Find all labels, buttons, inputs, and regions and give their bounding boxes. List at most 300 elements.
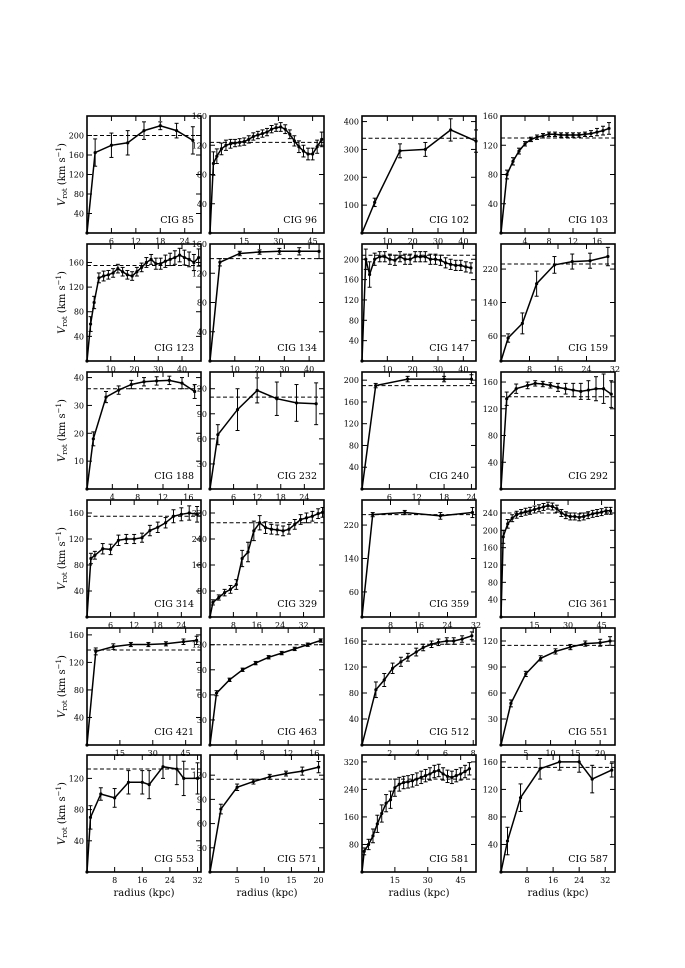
y-tick-label: 40 [196,327,207,337]
data-point [415,650,418,653]
data-point [305,516,308,519]
rotation-curve-panel [483,244,620,374]
data-point [506,522,509,525]
data-point [315,402,318,405]
x-tick-label: 16 [137,876,148,885]
data-point [131,274,134,277]
data-point [371,834,374,837]
x-tick-label: 8 [470,749,476,758]
data-point [279,125,282,128]
data-point [140,266,143,269]
data-point [609,509,612,512]
y-tick-label: 160 [343,637,359,646]
data-point [238,141,241,144]
y-tick-label: 80 [487,431,498,441]
y-tick-label: 160 [191,240,207,249]
y-tick-label: 40 [487,840,498,850]
data-point [538,767,541,770]
y-tick-label: 80 [73,307,84,317]
data-point [393,259,396,262]
x-tick-label: 15 [570,749,581,758]
y-tick-label: 120 [191,269,207,279]
data-point [155,379,158,382]
data-point [178,253,181,256]
data-point [161,765,164,768]
y-tick-label: 120 [191,640,207,650]
x-tick-label: 40 [458,365,469,374]
x-tick-label: 30 [432,365,444,374]
x-tick-label: 8 [526,365,533,374]
y-tick-label: 220 [343,521,359,531]
data-point [587,514,590,517]
x-tick-label: 4 [415,749,421,758]
data-point [454,264,457,267]
data-point [521,322,524,325]
x-tick-label: 10 [545,749,556,758]
data-point [470,634,473,637]
rotation-curve-panel [344,116,478,246]
data-point [560,511,563,514]
x-tick-label: 6 [386,493,392,502]
data-point [258,521,261,524]
data-point [373,258,376,261]
rotation-curve-panel [483,500,615,630]
x-tick-label: 15 [239,237,250,246]
data-point [403,258,406,261]
data-point [424,148,427,151]
x-tick-label: 8 [230,621,236,630]
data-point [175,129,178,132]
data-point [141,781,144,784]
data-point [125,537,128,540]
y-tick-label: 160 [68,258,84,268]
data-point [311,152,314,155]
x-tick-label: 16 [413,621,425,630]
y-tick-label: 120 [482,404,498,414]
data-point [406,377,409,380]
data-point [298,250,301,253]
rotation-curve-panel [344,500,481,630]
x-tick-label: 30 [147,749,158,758]
x-tick-label: 20 [254,365,265,374]
data-point [398,149,401,152]
data-point [460,637,463,640]
data-point [164,521,167,524]
data-point [224,144,227,147]
y-tick-label: 120 [343,295,359,305]
data-point [588,259,591,262]
y-tick-label: 140 [343,554,359,564]
galaxy-name: CIG 103 [568,215,608,226]
y-tick-label: 200 [343,173,359,183]
data-point [371,513,374,516]
data-point [554,650,557,653]
data-point [261,132,264,135]
y-tick-label: 120 [191,771,207,781]
data-point [594,387,597,390]
y-tick-label: 90 [196,409,207,419]
y-tick-label: 90 [487,663,498,672]
data-point [280,651,283,654]
galaxy-name: CIG 581 [429,854,469,865]
data-point [182,640,185,643]
data-point [583,133,586,136]
data-point [368,273,371,276]
data-point [391,667,394,670]
x-tick-label: 30 [562,621,574,630]
data-point [317,250,320,253]
galaxy-name: CIG 292 [568,471,608,482]
x-tick-label: 6 [108,621,114,630]
data-point [424,774,427,777]
data-point [564,514,567,517]
data-point [523,142,526,145]
x-tick-label: 12 [411,493,422,502]
y-tick-label: 60 [348,587,359,597]
data-point [258,250,261,253]
data-point [376,822,379,825]
data-point [180,382,183,385]
x-tick-label: 10 [382,365,393,374]
data-point [93,301,96,304]
data-point [388,258,391,261]
y-tick-label: 40 [487,199,498,209]
rotation-curve-panel [55,755,203,899]
data-point [317,512,320,515]
y-tick-label: 160 [482,543,498,553]
y-axis-label: $V_{rot}$ (km $s^{-1}$) [55,143,69,206]
data-point [276,528,279,531]
data-point [524,510,527,513]
x-tick-label: 45 [307,237,318,246]
data-point [116,267,119,270]
x-tick-label: 6 [108,237,114,246]
data-point [148,529,151,532]
data-point [254,662,257,665]
x-tick-label: 4 [109,493,115,502]
data-point [142,380,145,383]
data-point [463,770,466,773]
rotation-curve-panel [192,240,324,374]
y-tick-label: 30 [196,715,207,725]
data-point [107,273,110,276]
x-tick-label: 24 [275,621,286,630]
data-point [430,643,433,646]
data-point [442,377,445,380]
data-point [470,377,473,380]
y-tick-label: 120 [68,774,84,784]
galaxy-name: CIG 329 [277,599,317,610]
data-point [589,132,592,135]
data-point [197,256,200,259]
data-point [129,643,132,646]
data-point [565,133,568,136]
data-point [267,656,270,659]
data-point [363,850,366,853]
x-tick-label: 15 [114,749,125,758]
rotation-curve-panel [55,628,201,758]
data-point [535,282,538,285]
data-point [442,772,445,775]
x-tick-label: 24 [176,621,187,630]
data-point [556,386,559,389]
x-tick-label: 18 [152,621,163,630]
data-point [188,511,191,514]
y-tick-label: 120 [482,561,498,570]
y-tick-label: 30 [196,459,207,469]
galaxy-name: CIG 421 [154,727,194,738]
x-tick-label: 10 [259,876,270,885]
data-point [506,839,509,842]
x-tick-label: 16 [251,621,262,630]
data-point [535,136,538,139]
data-point [584,642,587,645]
data-point [507,336,510,339]
x-tick-label: 2 [387,749,393,758]
data-point [112,645,115,648]
data-point [564,387,567,390]
y-tick-label: 80 [348,689,359,698]
data-point [393,786,396,789]
y-tick-label: 160 [343,275,359,285]
data-point [374,384,377,387]
y-tick-label: 80 [487,170,498,180]
y-tick-label: 40 [487,458,498,468]
data-point [164,260,167,263]
data-point [541,382,544,385]
data-point [539,657,542,660]
galaxy-name: CIG 96 [283,215,317,226]
y-tick-label: 40 [196,199,207,209]
galaxy-name: CIG 571 [277,854,317,865]
data-point [595,130,598,133]
data-point [520,511,523,514]
data-point [519,796,522,799]
data-point [399,660,402,663]
y-tick-label: 90 [196,665,207,675]
x-tick-label: 12 [252,493,263,502]
data-point [112,271,115,274]
data-point [256,389,259,392]
data-point [389,798,392,801]
data-point [529,138,532,141]
data-point [558,760,561,763]
galaxy-name: CIG 123 [154,343,194,354]
data-point [373,201,376,204]
data-point [110,144,113,147]
rotation-curve-panel [55,116,201,246]
data-point [293,523,296,526]
data-point [505,397,508,400]
data-point [415,777,418,780]
x-tick-label: 30 [153,365,164,374]
data-point [511,160,514,163]
rotation-curve-panel [483,372,615,491]
x-tick-label: 12 [130,237,141,246]
data-point [528,509,531,512]
data-point [127,781,130,784]
y-tick-label: 120 [482,637,498,646]
x-tick-label: 24 [442,621,453,630]
y-axis-label: $V_{rot}$ (km $s^{-1}$) [55,527,69,590]
y-tick-label: 10 [73,457,84,467]
x-tick-label: 24 [299,493,310,502]
data-point [252,529,255,532]
data-point [551,505,554,508]
x-tick-label: 32 [600,876,611,885]
data-point [553,133,556,136]
y-tick-label: 240 [191,535,207,544]
data-point [147,643,150,646]
data-point [534,382,537,385]
galaxy-name: CIG 359 [429,599,469,610]
data-point [459,264,462,267]
x-tick-label: 32 [609,365,621,374]
y-tick-label: 40 [348,336,359,346]
data-point [126,141,129,144]
data-point [117,389,120,392]
x-tick-label: 16 [183,493,194,502]
data-point [172,515,175,518]
data-point [264,526,267,529]
data-point [275,126,278,129]
data-point [600,511,603,514]
x-tick-label: 45 [180,749,191,758]
data-point [437,769,440,772]
data-point [256,133,259,136]
data-point [265,130,268,133]
data-point [579,390,582,393]
y-tick-label: 120 [482,785,498,795]
y-tick-label: 320 [191,509,207,518]
x-tick-label: 10 [229,365,240,374]
data-point [169,258,172,261]
data-point [383,678,386,681]
y-tick-label: 160 [68,509,84,518]
data-point [216,433,219,436]
x-tick-label: 45 [455,876,466,885]
y-tick-label: 60 [487,689,498,698]
data-point [229,588,232,591]
data-point [464,265,467,268]
data-point [235,583,238,586]
y-tick-label: 200 [343,255,359,265]
x-axis-label: radius (kpc) [113,888,175,899]
data-point [406,656,409,659]
x-tick-label: 8 [546,237,552,246]
data-point [524,672,527,675]
data-point [403,511,406,514]
y-tick-label: 120 [68,283,84,293]
y-tick-label: 80 [196,298,207,308]
data-point [559,133,562,136]
x-tick-label: 12 [283,749,294,758]
data-point [219,807,222,810]
y-tick-label: 40 [73,713,84,723]
y-tick-label: 80 [348,441,359,451]
data-point [126,273,129,276]
data-point [156,526,159,529]
data-point [433,770,436,773]
y-tick-label: 120 [482,141,498,151]
galaxy-name: CIG 159 [568,343,608,354]
x-tick-label: 24 [164,876,176,885]
x-tick-label: 40 [304,365,315,374]
data-point [183,256,186,259]
data-point [284,772,287,775]
galaxy-name: CIG 188 [154,471,194,482]
data-point [270,128,273,131]
data-point [121,270,124,273]
data-point [591,777,594,780]
data-point [93,554,96,557]
galaxy-name: CIG 551 [568,727,608,738]
data-point [542,505,545,508]
y-tick-label: 160 [482,112,498,121]
y-tick-label: 40 [73,587,84,596]
data-point [445,639,448,642]
y-tick-label: 160 [68,630,84,640]
data-point [281,529,284,532]
galaxy-name: CIG 232 [277,471,317,482]
x-tick-label: 45 [596,621,607,630]
data-point [154,262,157,265]
rotation-curve-panel [192,500,325,630]
data-point [306,643,309,646]
data-point [295,401,298,404]
data-point [320,138,323,141]
y-tick-label: 200 [343,376,359,386]
data-point [424,255,427,258]
data-point [270,528,273,531]
rotation-curve-panel [192,755,324,899]
data-point [537,507,540,510]
data-point [168,379,171,382]
x-tick-label: 12 [567,237,579,246]
data-point [215,155,218,158]
y-axis-label: $V_{rot}$ (km $s^{-1}$) [55,399,69,462]
data-point [284,128,287,131]
data-point [293,139,296,142]
x-tick-label: 16 [548,876,559,885]
x-tick-label: 8 [259,749,265,758]
data-point [97,276,100,279]
galaxy-name: CIG 463 [277,727,317,738]
data-point [471,511,474,514]
data-point [130,383,133,386]
x-axis-label: radius (kpc) [388,888,450,899]
data-point [188,258,191,261]
data-point [571,260,574,263]
rotation-curve-panel [344,244,476,374]
data-point [459,772,462,775]
y-tick-label: 20 [73,429,84,439]
data-point [299,518,302,521]
galaxy-name: CIG 553 [154,854,194,865]
data-point [411,779,414,782]
data-point [526,384,529,387]
data-point [215,692,218,695]
data-point [602,387,605,390]
data-point [311,515,314,518]
data-point [601,129,604,132]
data-point [148,783,151,786]
data-point [247,138,250,141]
data-point [301,770,304,773]
rotation-curve-panel [55,244,201,374]
data-point [94,650,97,653]
y-tick-label: 90 [196,795,207,805]
